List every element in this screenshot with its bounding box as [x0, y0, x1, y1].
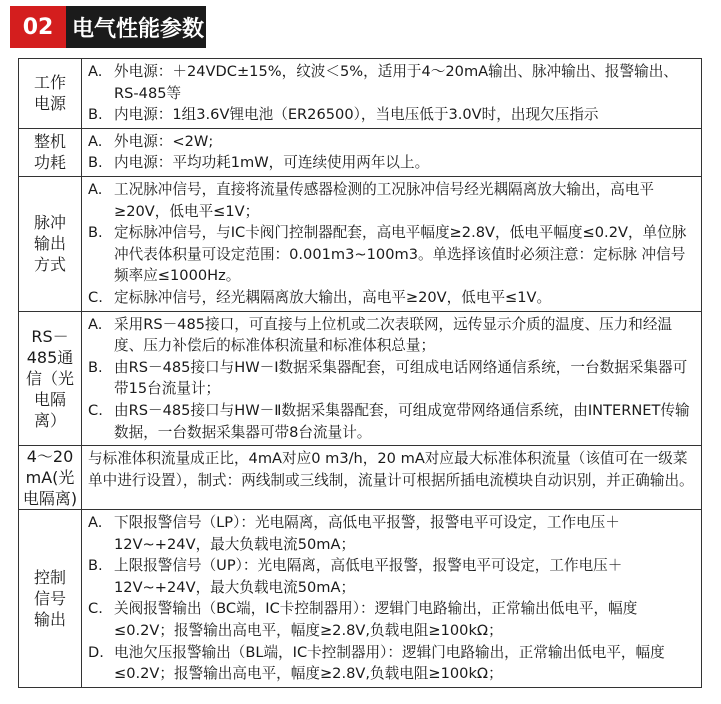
section-number: 02 [10, 6, 66, 48]
list-item: B. 内电源：平均功耗1mW，可连续使用两年以上。 [88, 154, 430, 172]
list-item: C. 由RS－485接口与HW－Ⅱ数据采集器配套，可组成宽带网络通信系统，由INTERNET传输数据，一台数据采集器可带8台流量计。 [88, 401, 690, 441]
row-content [82, 128, 702, 176]
list-item: A. 工况脉冲信号，直接将流量传感器检测的工况脉冲信号经光耦隔离放大输出，高电平≥20V，低电平≤1V； [88, 180, 654, 220]
list-item: D. 电池欠压报警输出（BL端，IC卡控制器用）：逻辑门电路输出，正常输出低电平，幅度≤0.2V；报警输出高电平，幅度≥2.8V,负载电阻≥100kΩ； [88, 643, 665, 683]
row-content [82, 176, 702, 311]
list-item: A. 外电源：＋24VDC±15%，纹波＜5%，适用于4～20mA输出、脉冲输出、报警输出、RS-485等 [88, 63, 678, 102]
row-content [82, 311, 702, 446]
table-row [19, 59, 702, 129]
row-label: 工作电源 [19, 59, 82, 129]
table-row [19, 446, 702, 510]
list-item: A. 下限报警信号（LP）：光电隔离，高低电平报警，报警电平可设定，工作电压＋12V~+24V，最大负载电流50mA； [88, 514, 620, 553]
list-item: C. 关阀报警输出（BC端，IC卡控制器用）：逻辑门电路输出，正常输出低电平，幅度≤0.2V；报警输出高电平，幅度≥2.8V,负载电阻≥100kΩ； [88, 600, 638, 640]
row-content [82, 446, 702, 510]
list-item: A. 采用RS－485接口，可直接与上位机或二次表联网，远传显示介质的温度、压力和经温度、压力补偿后的标准体积流量和标准体积总量； [88, 315, 673, 355]
row-label: 整机功耗 [19, 128, 82, 176]
table-row [19, 510, 702, 688]
row-text: 与标准体积流量成正比，4mA对应0 m3/h，20 mA对应最大标准体积流量（该值可在一级菜单中进行设置），制式：两线制或三线制，流量计可根据所插电流模块自动识别，并正确输出。 [88, 450, 694, 489]
list-item: C. 定标脉冲信号，经光耦隔离放大输出，高电平≥20V，低电平≤1V。 [88, 288, 552, 306]
table-row [19, 128, 702, 176]
row-label: 控制信号输出 [19, 510, 82, 688]
list-item: B. 内电源：1组3.6V锂电池（ER26500），当电压低于3.0V时，出现欠压指示 [88, 106, 599, 124]
section-title: 电气性能参数 [72, 16, 205, 42]
spec-table [18, 58, 702, 688]
table-row [19, 176, 702, 311]
row-label: RS－485通信（光电隔离） [19, 311, 82, 446]
list-item: B. 定标脉冲信号，与IC卡阀门控制器配套，高电平幅度≥2.8V，低电平幅度≤0.2V，单位脉冲代表体积量可设定范围：0.001m3~100m3。单选择该值时必须注意：定标脉 冲信号频率应≤1000Hz。 [88, 224, 687, 285]
list-item: B. 由RS－485接口与HW－Ⅰ数据采集器配套，可组成电话网络通信系统，一台数据采集器可带15台流量计； [88, 358, 688, 398]
row-content [82, 510, 702, 688]
table-row [19, 311, 702, 446]
row-label: 4～20mA(光电隔离) [19, 446, 82, 510]
list-item: B. 上限报警信号（UP）：光电隔离，高低电平报警，报警电平可设定，工作电压＋12V~+24V，最大负载电流50mA； [88, 557, 623, 596]
list-item: A. 外电源：<2W; [88, 132, 214, 150]
row-content [82, 59, 702, 129]
section-header [10, 6, 206, 48]
row-label: 脉冲输出方式 [19, 176, 82, 311]
